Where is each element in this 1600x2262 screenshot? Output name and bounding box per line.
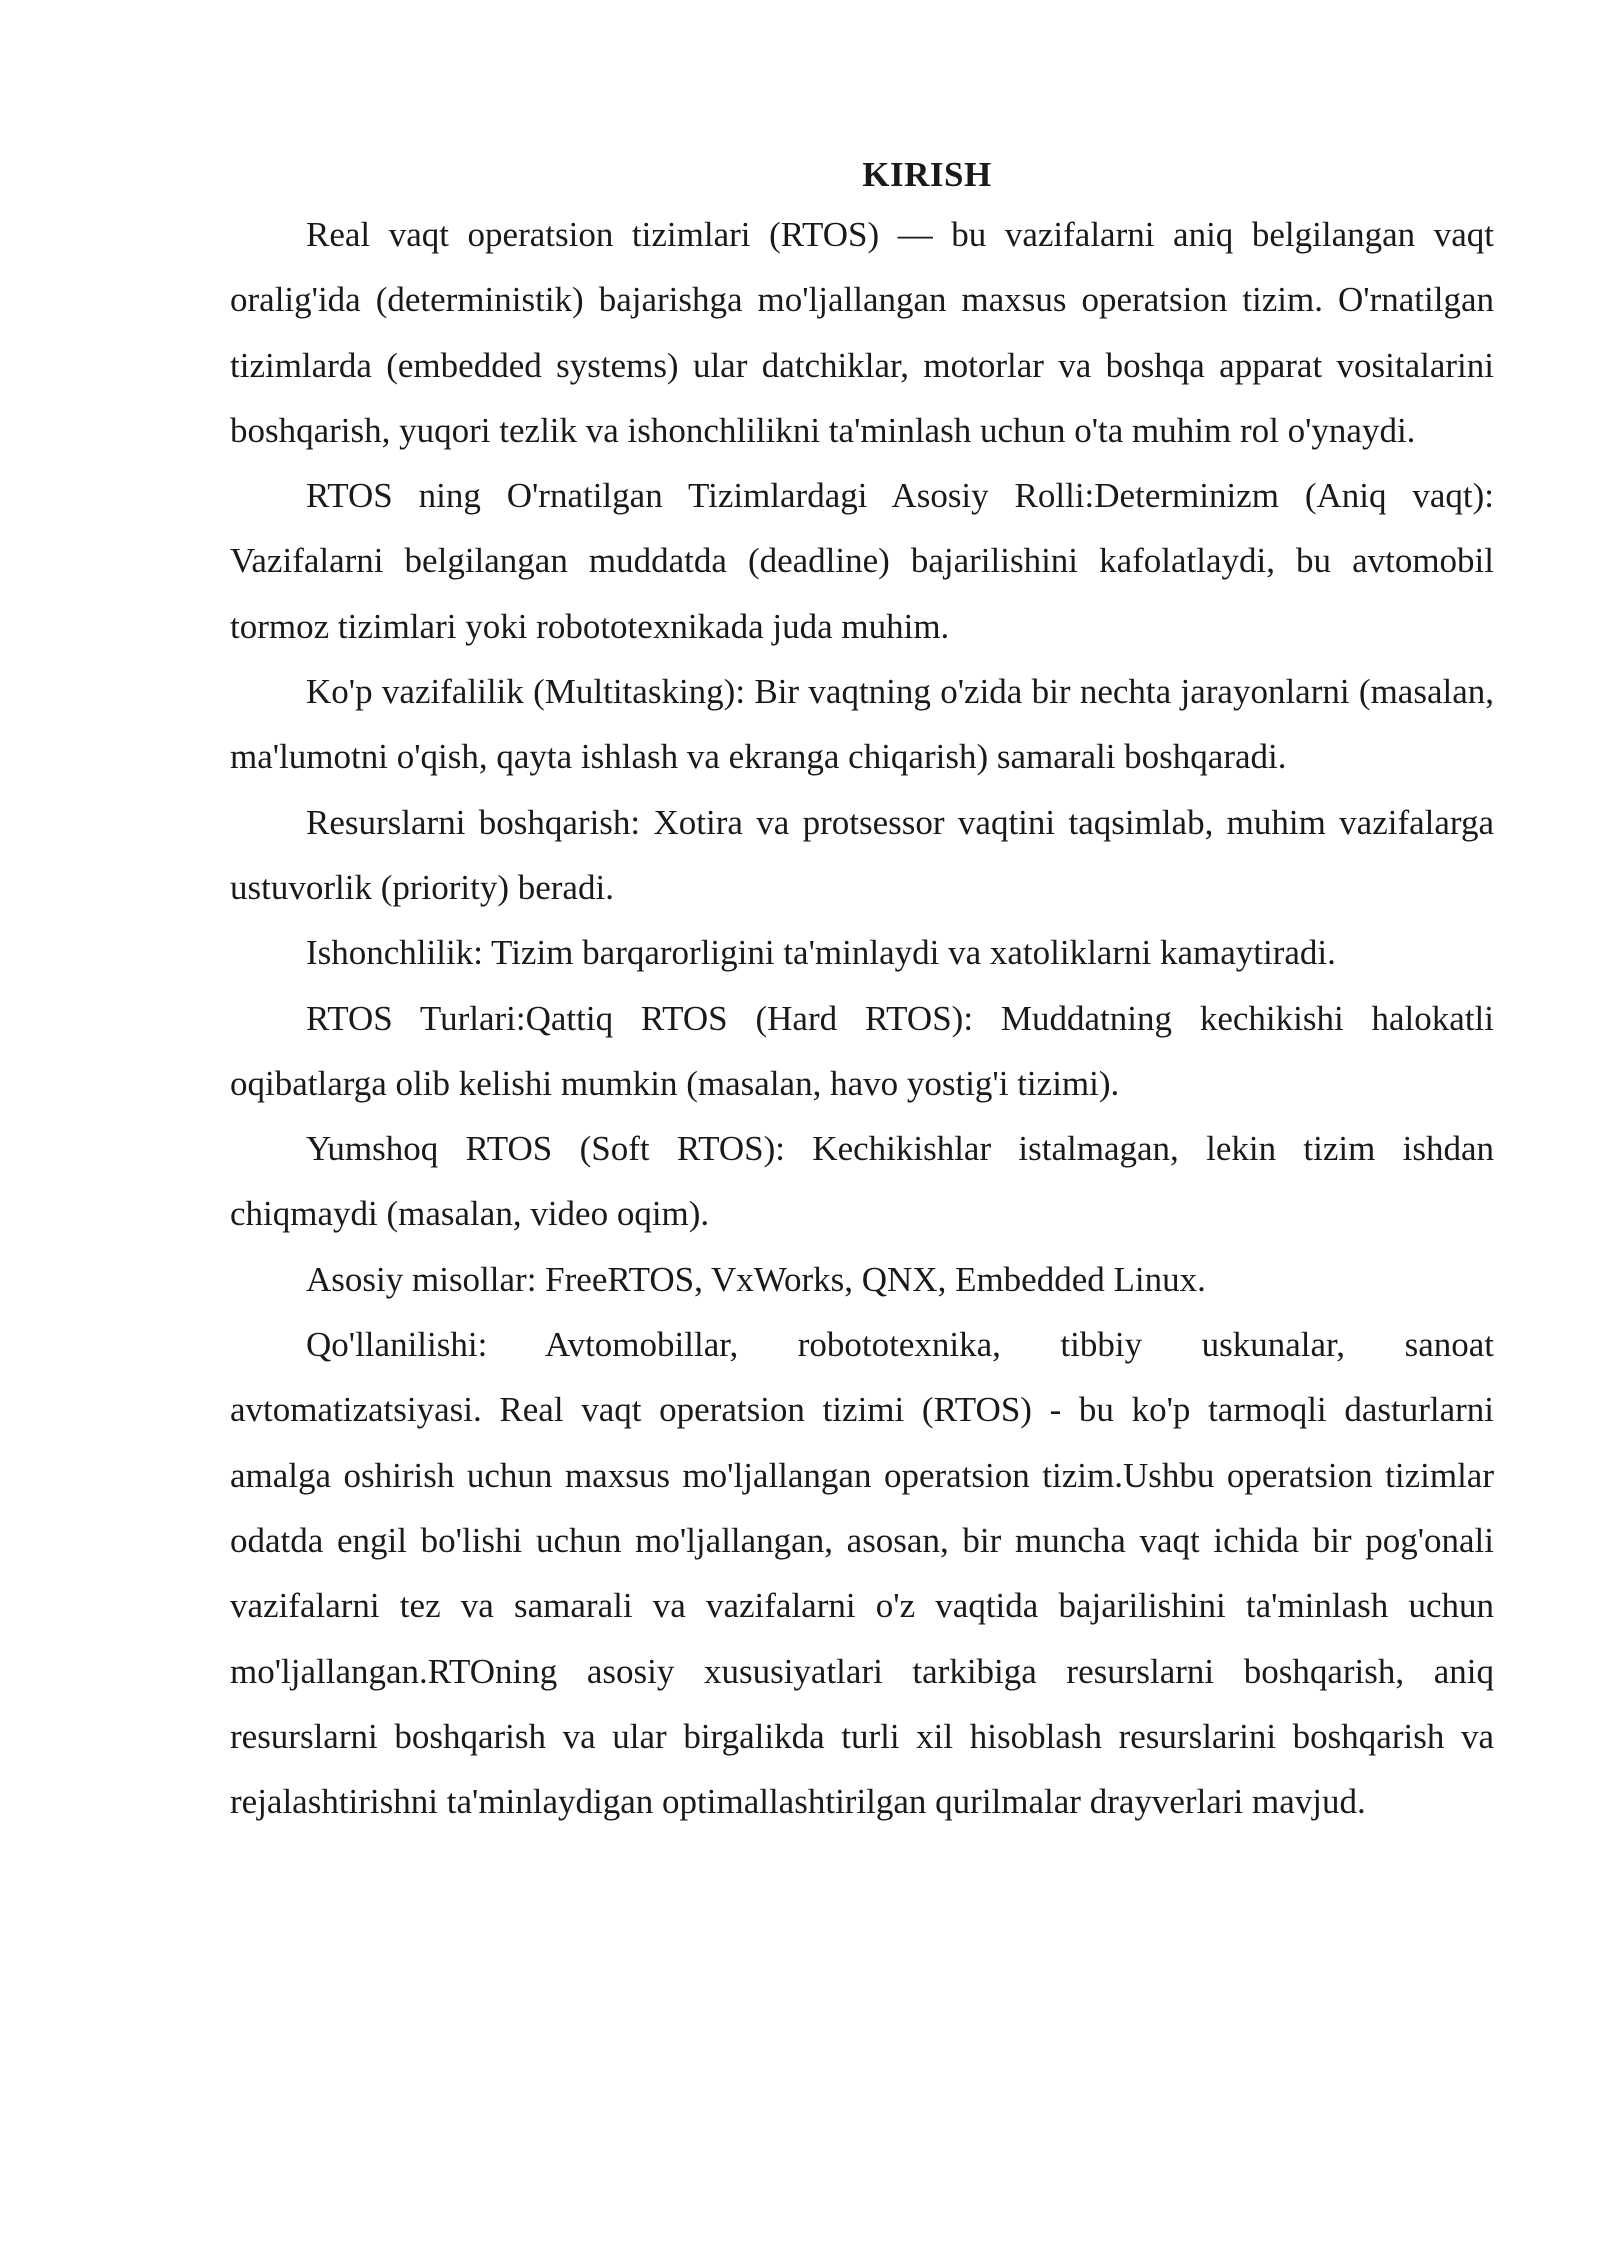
paragraph-reliability: Ishonchlilik: Tizim barqarorligini ta'minlaydi va xatoliklarni kamaytiradi. [306,933,1336,973]
paragraph-multitasking: Ko'p vazifalilik (Multitasking): Bir vaqtning o'zida bir nechta jarayonlarni (masalan, ma'lumotni o'qish, qayta ishlash va ekranga chiqarish) samarali boshqaradi. [230,672,1494,777]
document-body [230,148,1494,1834]
paragraph-resource-management: Resurslarni boshqarish: Xotira va protsessor vaqtini taqsimlab, muhim vazifalarga ustuvorlik (priority) beradi. [230,802,1494,907]
page-title: KIRISH [862,155,992,194]
paragraph-soft-rtos: Yumshoq RTOS (Soft RTOS): Kechikishlar istalmagan, lekin tizim ishdan chiqmaydi (masalan, video oqim). [230,1129,1494,1234]
paragraph-examples: Asosiy misollar: FreeRTOS, VxWorks, QNX, Embedded Linux. [306,1259,1206,1299]
paragraph-rtos-definition: Real vaqt operatsion tizimlari (RTOS) — bu vazifalarni aniq belgilangan vaqt oralig'ida (deterministik) bajarishga mo'ljallangan maxsus operatsion tizim. O'rnatilgan tizimlarda (embedded systems) ular datchiklar, motorlar va boshqa apparat vositalarini boshqarish, yuqori tezlik va ishonchlilikni ta'minlash uchun o'ta muhim rol o'ynaydi. [230,215,1494,450]
paragraph-rtos-role: RTOS ning O'rnatilgan Tizimlardagi Asosiy Rolli:Determinizm (Aniq vaqt): Vazifalarni belgilangan muddatda (deadline) bajarilishini kafolatlaydi, bu avtomobil tormoz tizimlari yoki robototexnikada juda muhim. [230,476,1494,646]
paragraph-applications: Qo'llanilishi: Avtomobillar, robototexnika, tibbiy uskunalar, sanoat avtomatizatsiyasi. Real vaqt operatsion tizimi (RTOS) - bu ko'p tarmoqli dasturlarni amalga oshirish uchun maxsus mo'ljallangan operatsion tizim.Ushbu operatsion tizimlar odatda engil bo'lishi uchun mo'ljallangan, asosan, bir muncha vaqt ichida bir pog'onali vazifalarni tez va samarali va vazifalarni o'z vaqtida bajarilishini ta'minlash uchun mo'ljallangan.RTOning asosiy xususiyatlari tarkibiga resurslarni boshqarish, aniq resurslarni boshqarish va ular birgalikda turli xil hisoblash resurslarini boshqarish va rejalashtirishni ta'minlaydigan optimallashtirilgan qurilmalar drayverlari mavjud. [230,1325,1494,1822]
paragraph-rtos-types: RTOS Turlari:Qattiq RTOS (Hard RTOS): Muddatning kechikishi halokatli oqibatlarga olib kelishi mumkin (masalan, havo yostig'i tizimi). [230,998,1494,1103]
